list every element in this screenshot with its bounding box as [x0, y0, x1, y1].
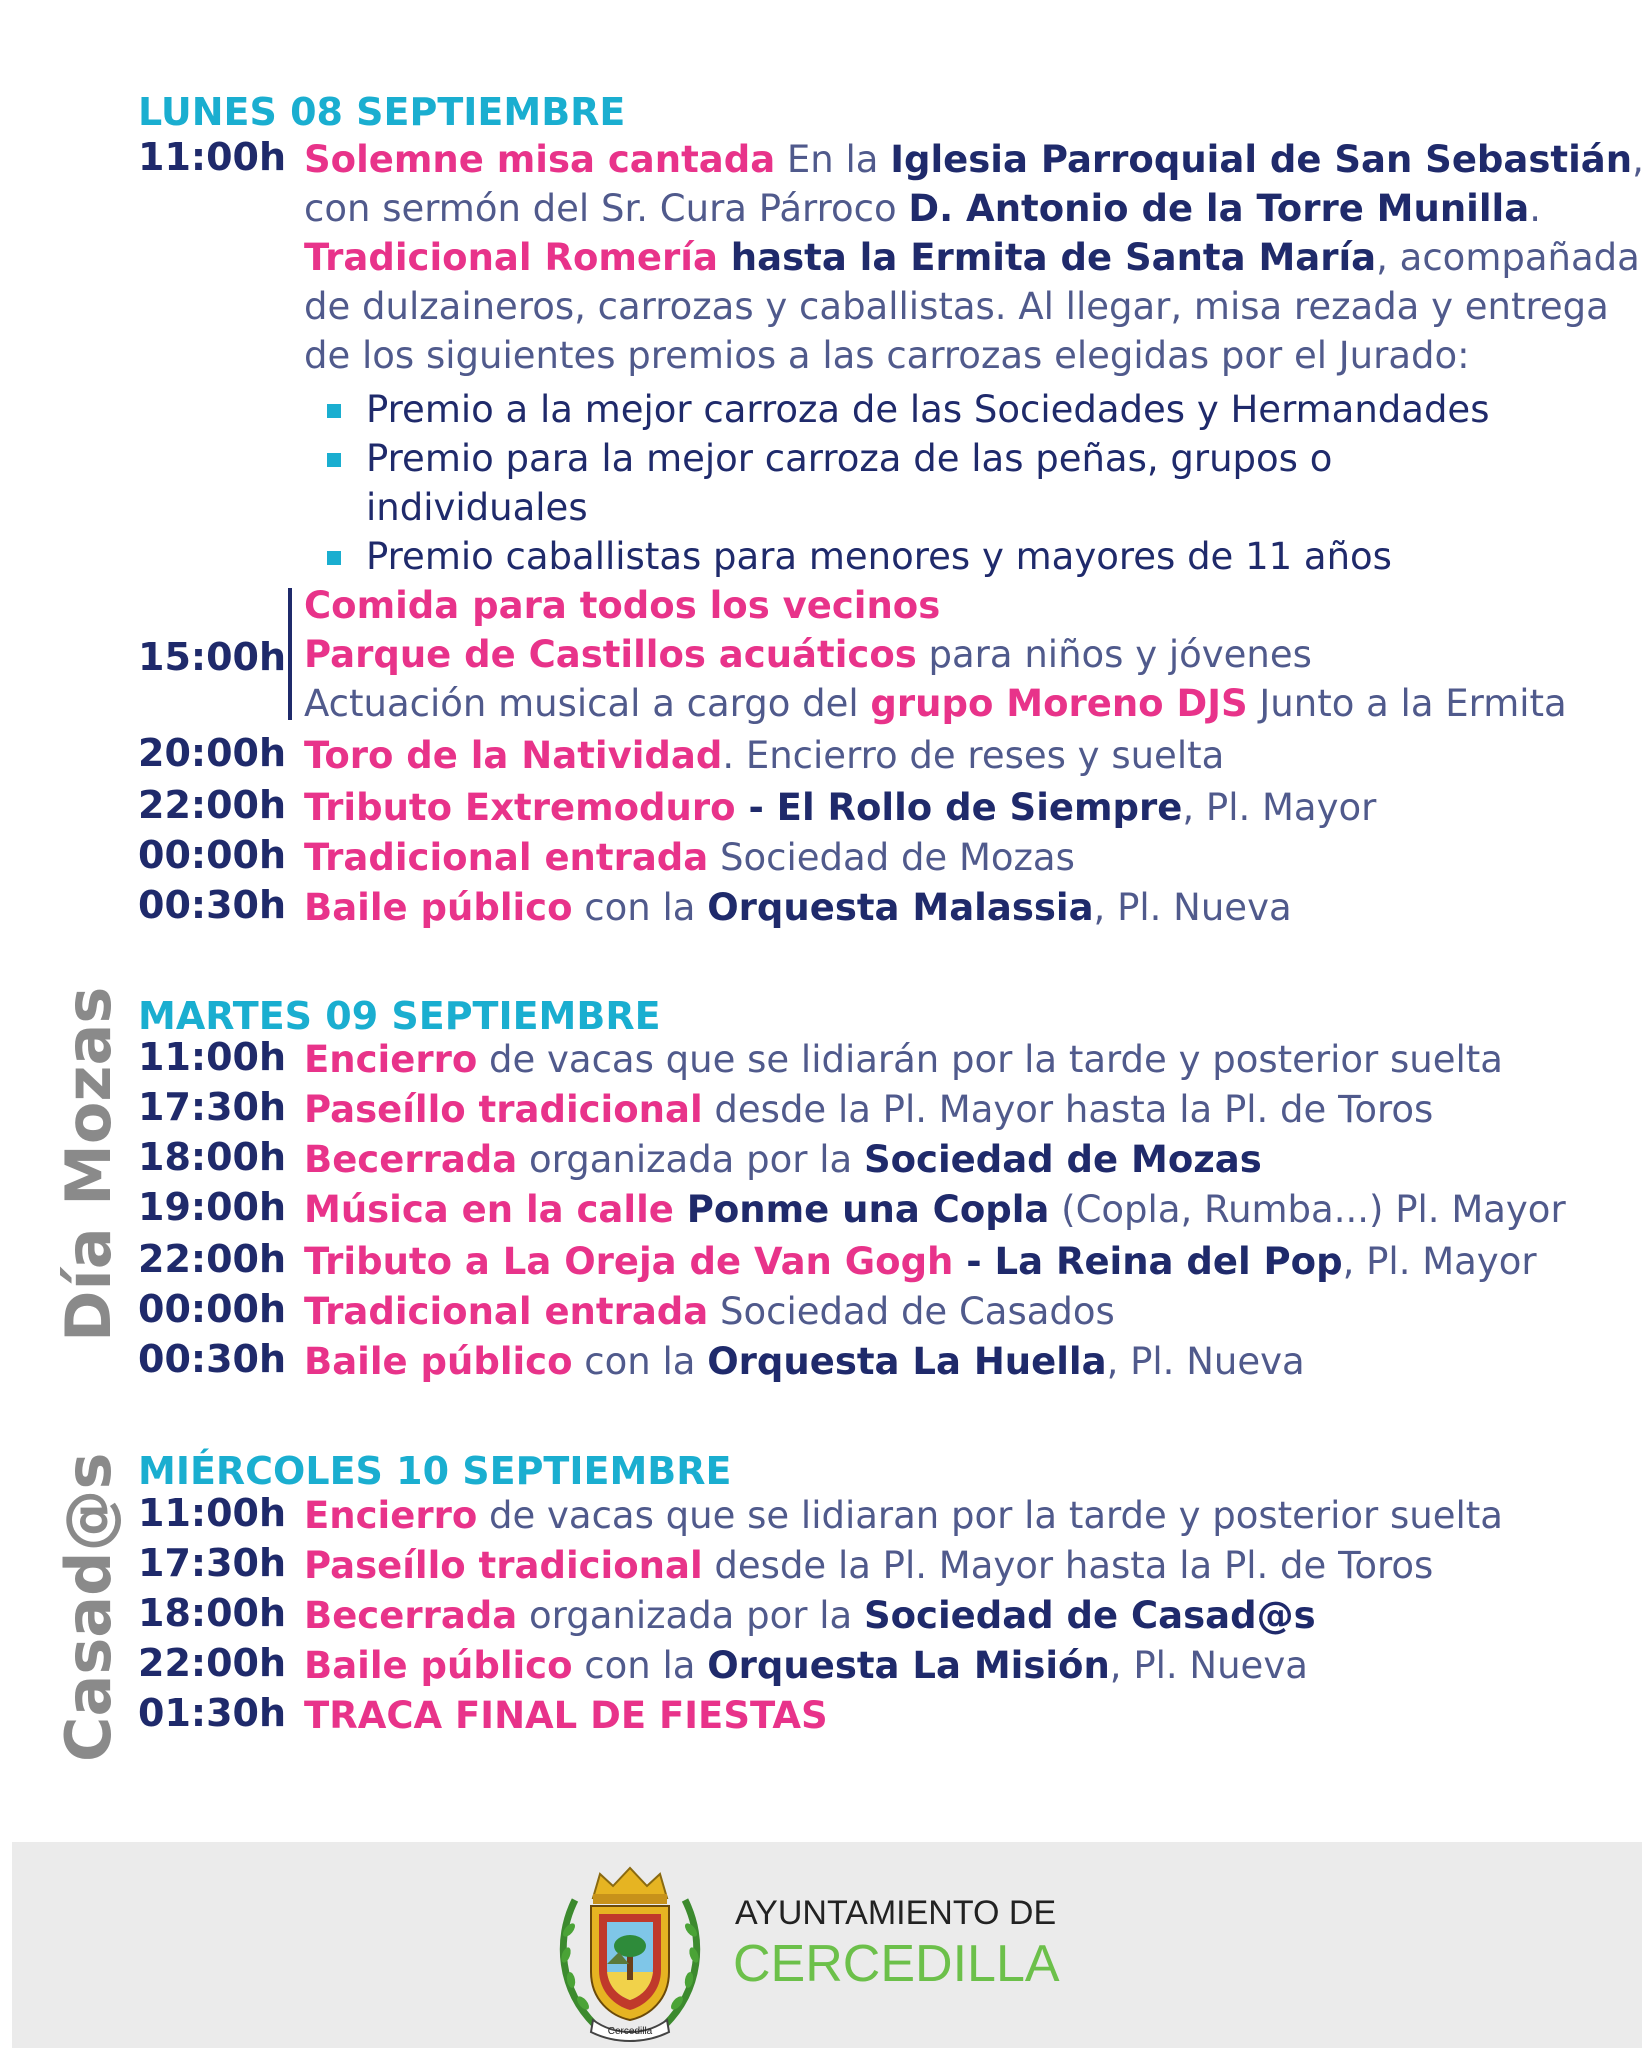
event-detail: , Pl. Mayor	[1182, 786, 1377, 829]
prize-item-text: individuales	[366, 486, 588, 529]
event-place: - El Rollo de Siempre	[735, 786, 1183, 829]
event-highlight: Tributo Extremoduro	[304, 786, 736, 829]
event-line	[304, 1691, 1644, 1740]
event-line	[304, 679, 1644, 728]
event-text	[304, 1287, 1644, 1336]
event-line	[304, 731, 1644, 780]
event-detail: de dulzaineros, carrozas y caballistas. Al llegar, misa rezada y entrega	[304, 285, 1609, 328]
event-place: hasta la Ermita de Santa María	[717, 236, 1377, 279]
event-line	[304, 1541, 1644, 1590]
event-detail: , Pl. Mayor	[1342, 1240, 1537, 1283]
event-highlight: Encierro	[304, 1494, 478, 1537]
org-name-line2: CERCEDILLA	[733, 1935, 1060, 1993]
event-highlight: Becerrada	[304, 1594, 518, 1637]
event-text	[304, 1591, 1644, 1640]
event-time: 17:30h	[138, 1085, 287, 1129]
event-line	[304, 331, 1644, 380]
bullet-square-icon	[327, 453, 341, 467]
event-time: 20:00h	[138, 731, 287, 775]
event-time: 00:00h	[138, 833, 287, 877]
event-place: D. Antonio de la Torre Munilla	[908, 187, 1530, 230]
event-line	[304, 581, 1644, 630]
event-place: Orquesta La Misión	[707, 1644, 1110, 1687]
side-label-casados: Casad@s	[52, 1452, 125, 1762]
day-title-martes: MARTES 09 SEPTIEMBRE	[138, 994, 661, 1038]
event-place: Sociedad de Mozas	[863, 1138, 1262, 1181]
day-title-miercoles: MIÉRCOLES 10 SEPTIEMBRE	[138, 1449, 732, 1493]
event-highlight: Solemne misa cantada	[304, 138, 776, 181]
event-highlight: Baile público	[304, 1644, 573, 1687]
event-time: 17:30h	[138, 1541, 287, 1585]
event-time: 01:30h	[138, 1691, 287, 1735]
event-time: 18:00h	[138, 1591, 287, 1635]
event-highlight: grupo Moreno DJS	[870, 682, 1248, 725]
event-highlight: Becerrada	[304, 1138, 518, 1181]
event-text	[304, 1185, 1644, 1234]
event-time: 11:00h	[138, 1491, 287, 1535]
event-highlight: Tributo a La Oreja de Van Gogh	[304, 1240, 954, 1283]
event-detail: de los siguientes premios a las carrozas elegidas por el Jurado:	[304, 334, 1470, 377]
event-line	[304, 1591, 1644, 1640]
event-line	[304, 233, 1644, 282]
event-text	[304, 1237, 1644, 1286]
event-place: Orquesta Malassia	[707, 886, 1094, 929]
event-place: Orquesta La Huella	[707, 1340, 1107, 1383]
event-place: Sociedad de Casad@s	[863, 1594, 1316, 1637]
event-detail: Actuación musical a cargo del	[304, 682, 871, 725]
event-detail: organizada por la	[517, 1594, 864, 1637]
event-highlight: TRACA FINAL DE FIESTAS	[304, 1694, 828, 1737]
day-title-lunes: LUNES 08 SEPTIEMBRE	[138, 90, 626, 134]
event-detail: , Pl. Nueva	[1109, 1644, 1308, 1687]
event-detail: Sociedad de Casados	[708, 1290, 1115, 1333]
event-time: 18:00h	[138, 1135, 287, 1179]
event-place: - La Reina del Pop	[953, 1240, 1343, 1283]
event-time: 19:00h	[138, 1185, 287, 1229]
event-line	[304, 1641, 1644, 1690]
event-text	[304, 1541, 1644, 1590]
event-detail: (Copla, Rumba...) Pl. Mayor	[1049, 1188, 1566, 1231]
event-text	[304, 1085, 1644, 1134]
event-detail: de vacas que se lidiaran por la tarde y posterior suelta	[477, 1494, 1503, 1537]
event-text	[304, 1035, 1644, 1084]
event-line	[304, 783, 1644, 832]
cercedilla-coat-of-arms-icon	[555, 1860, 705, 2042]
event-detail: . Encierro de reses y suelta	[722, 734, 1225, 777]
event-detail: Sociedad de Mozas	[708, 836, 1075, 879]
event-highlight: Toro de la Natividad	[304, 734, 723, 777]
event-text	[304, 135, 1644, 380]
event-detail: .	[1529, 187, 1541, 230]
event-time: 00:00h	[138, 1287, 287, 1331]
event-detail: , Pl. Nueva	[1093, 886, 1292, 929]
prize-item-text: Premio a la mejor carroza de las Sociedades y Hermandades	[366, 388, 1490, 431]
event-highlight: Parque de Castillos acuáticos	[304, 633, 917, 676]
event-text	[304, 1641, 1644, 1690]
event-line	[304, 833, 1644, 882]
event-place: Iglesia Parroquial de San Sebastián	[890, 138, 1633, 181]
event-time: 22:00h	[138, 1237, 287, 1281]
event-detail: con sermón del Sr. Cura Párroco	[304, 187, 909, 230]
event-line	[304, 135, 1644, 184]
side-label-dia-mozas: Día Mozas	[52, 986, 125, 1342]
event-detail: En la	[775, 138, 891, 181]
event-detail: desde la Pl. Mayor hasta la Pl. de Toros	[702, 1544, 1434, 1587]
event-text	[304, 1491, 1644, 1540]
event-time: 22:00h	[138, 783, 287, 827]
seal-ribbon-text: Cercedilla	[607, 2026, 653, 2037]
event-line	[304, 1085, 1644, 1134]
event-detail: para niños y jóvenes	[916, 633, 1312, 676]
event-highlight: Tradicional entrada	[304, 836, 709, 879]
event-line	[304, 1135, 1644, 1184]
event-highlight: Baile público	[304, 886, 573, 929]
bullet-square-icon	[327, 551, 341, 565]
event-line	[304, 282, 1644, 331]
event-time: 00:30h	[138, 883, 287, 927]
event-highlight: Paseíllo tradicional	[304, 1088, 703, 1131]
event-highlight: Encierro	[304, 1038, 478, 1081]
event-line	[304, 1337, 1644, 1386]
event-line	[304, 184, 1644, 233]
event-line	[304, 1185, 1644, 1234]
event-detail: , acompañada	[1376, 236, 1640, 279]
event-text	[304, 1337, 1644, 1386]
event-text	[304, 783, 1644, 832]
event-time: 15:00h	[138, 635, 287, 679]
event-detail: ,	[1632, 138, 1644, 181]
event-detail: con la	[572, 1644, 708, 1687]
event-time: 11:00h	[138, 1035, 287, 1079]
event-text	[304, 833, 1644, 882]
event-time: 00:30h	[138, 1337, 287, 1381]
event-highlight: Tradicional Romería	[304, 236, 718, 279]
event-highlight: Tradicional entrada	[304, 1290, 709, 1333]
event-time: 11:00h	[138, 135, 287, 179]
event-line	[304, 1491, 1644, 1540]
event-detail: con la	[572, 1340, 708, 1383]
org-name-line1: AYUNTAMIENTO DE	[735, 1894, 1057, 1932]
event-highlight: Comida para todos los vecinos	[304, 584, 941, 627]
event-time: 22:00h	[138, 1641, 287, 1685]
event-line	[304, 1237, 1644, 1286]
event-text	[304, 731, 1644, 780]
event-detail: Junto a la Ermita	[1247, 682, 1567, 725]
event-highlight: Baile público	[304, 1340, 573, 1383]
event-line	[304, 630, 1644, 679]
event-line	[304, 883, 1644, 932]
event-detail: con la	[572, 886, 708, 929]
event-place: Ponme una Copla	[673, 1188, 1050, 1231]
prize-item-text: Premio caballistas para menores y mayores de 11 años	[366, 535, 1392, 578]
event-text	[304, 883, 1644, 932]
event-detail: de vacas que se lidiarán por la tarde y posterior suelta	[477, 1038, 1503, 1081]
prize-item-text: Premio para la mejor carroza de las peñas, grupos o	[366, 437, 1333, 480]
event-text	[304, 1691, 1644, 1740]
event-line	[304, 1287, 1644, 1336]
event-highlight: Paseíllo tradicional	[304, 1544, 703, 1587]
event-detail: desde la Pl. Mayor hasta la Pl. de Toros	[702, 1088, 1434, 1131]
event-line	[304, 1035, 1644, 1084]
bullet-square-icon	[327, 404, 341, 418]
event-detail: , Pl. Nueva	[1106, 1340, 1305, 1383]
event-text	[304, 1135, 1644, 1184]
event-detail: organizada por la	[517, 1138, 864, 1181]
event-highlight: Música en la calle	[304, 1188, 674, 1231]
event-text	[304, 581, 1644, 728]
